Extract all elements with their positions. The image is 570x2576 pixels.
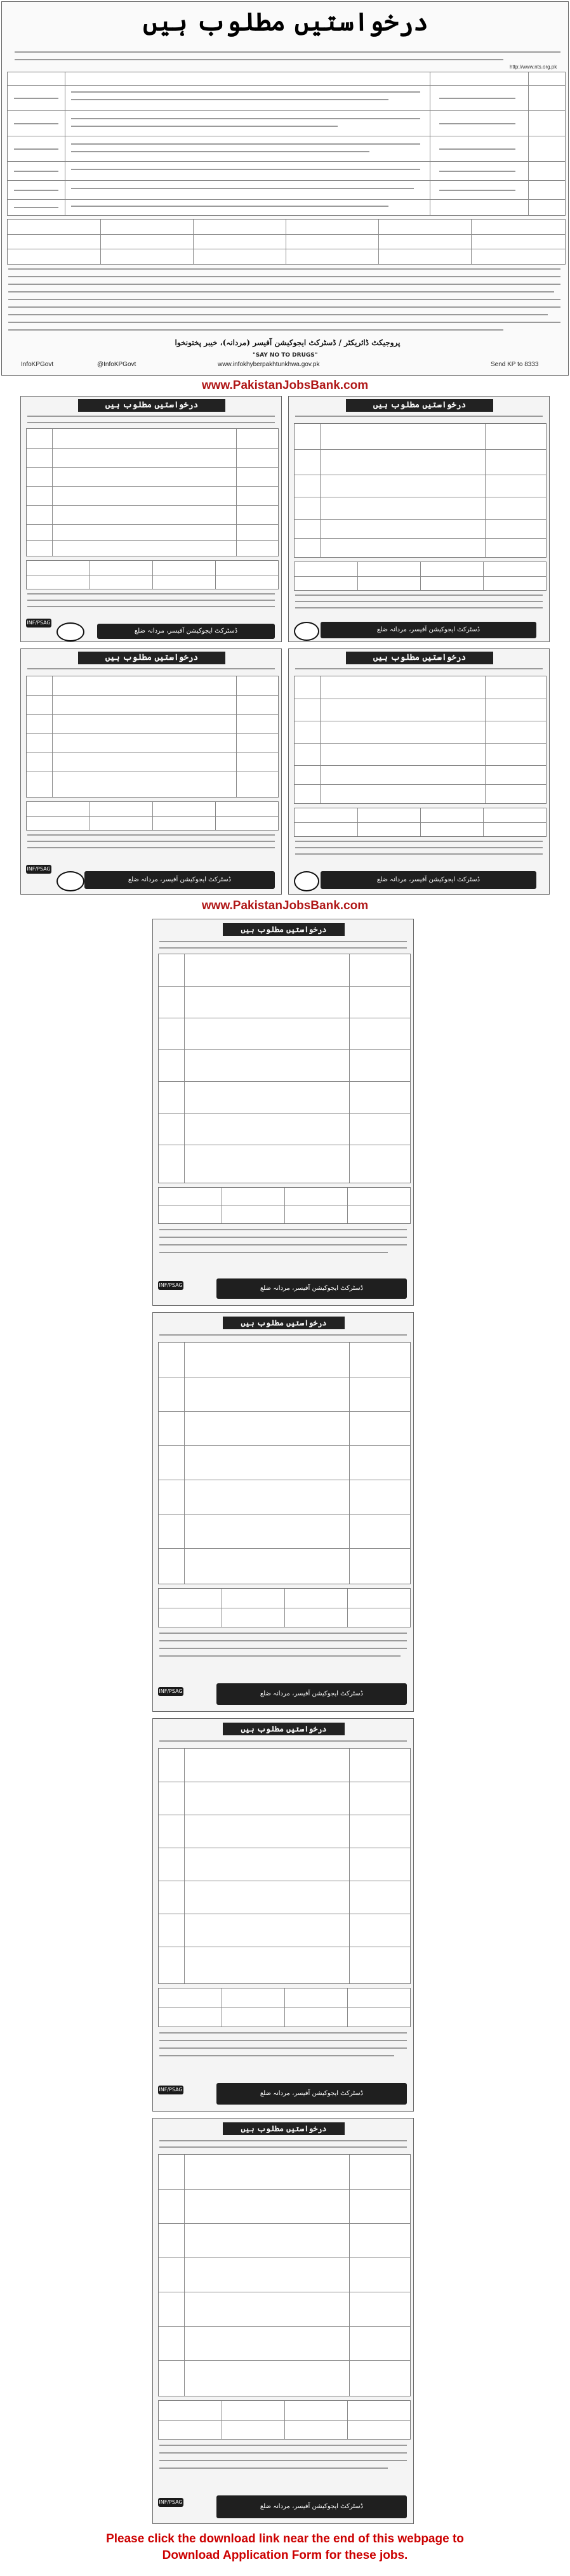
ad-tile-8-logo: INF/PSAG [158, 2498, 183, 2507]
ad-tile-8-title: درخواستیں مطلوب ہیں [223, 2122, 345, 2135]
main-ad-title: درخواستیں مطلوب ہیں [143, 7, 428, 37]
ad-tile-1-title: درخواستیں مطلوب ہیں [78, 399, 225, 412]
ad-tile-2-title: درخواستیں مطلوب ہیں [346, 399, 493, 412]
download-note-line-1: Please click the download link near the end of this webpage to [106, 2532, 464, 2546]
ad-tile-5-title: درخواستیں مطلوب ہیں [223, 923, 345, 936]
ad-tile-6-office: ڈسٹرکٹ ایجوکیشن آفیسر، مردانہ ضلع [216, 1683, 407, 1705]
ad-tile-7-logo: INF/PSAG [158, 2086, 183, 2094]
ad-tile-3-logo: INF/PSAG [26, 865, 51, 874]
ad-tile-7 [152, 1718, 414, 2112]
ad-tile-4-title: درخواستیں مطلوب ہیں [346, 652, 493, 664]
ad-tile-1-emblem [56, 622, 84, 641]
ad-tile-4-emblem [294, 871, 319, 891]
watermark-top: www.PakistanJobsBank.com [201, 379, 369, 392]
ad-tile-4 [288, 648, 550, 895]
ad-tile-1-logo: INF/PSAG [26, 619, 51, 628]
ad-tile-5 [152, 919, 414, 1306]
ad-tile-3-office: ڈسٹرکٹ ایجوکیشن آفیسر، مردانہ ضلع [84, 871, 275, 889]
download-note-line-2: Download Application Form for these jobs. [162, 2549, 408, 2562]
vacancy-table [7, 72, 566, 216]
ad-tile-7-office: ڈسٹرکٹ ایجوکیشن آفیسر، مردانہ ضلع [216, 2083, 407, 2105]
ad-tile-7-title: درخواستیں مطلوب ہیں [223, 1723, 345, 1735]
main-ad-signature: پروجیکٹ ڈائریکٹر / ڈسٹرکٹ ایجوکیشن آفیسر (مردانہ)، خیبر پختونخوا [175, 338, 401, 347]
ad-tile-2 [288, 396, 550, 642]
ad-tile-2-office: ڈسٹرکٹ ایجوکیشن آفیسر، مردانہ ضلع [321, 622, 536, 638]
ad-tile-1-office: ڈسٹرکٹ ایجوکیشن آفیسر، مردانہ ضلع [97, 624, 275, 639]
ad-tile-6-title: درخواستیں مطلوب ہیں [223, 1317, 345, 1329]
nts-url[interactable]: http://www.nts.org.pk [510, 64, 557, 70]
social-facebook[interactable]: InfoKPGovt [21, 361, 54, 368]
main-ad-website[interactable]: www.infokhyberpakhtunkhwa.gov.pk [218, 361, 320, 368]
ad-tile-5-logo: INF/PSAG [158, 1281, 183, 1290]
ad-tile-1 [20, 396, 282, 642]
ad-tile-6 [152, 1312, 414, 1712]
ad-tile-2-emblem [294, 622, 319, 641]
ad-tile-3-emblem [56, 871, 84, 891]
ad-tile-6-logo: INF/PSAG [158, 1687, 183, 1696]
district-table [7, 219, 566, 265]
main-ad-tagline: "SAY NO TO DRUGS" [253, 352, 318, 358]
watermark-bottom: www.PakistanJobsBank.com [201, 899, 369, 912]
ad-tile-3-title: درخواستیں مطلوب ہیں [78, 652, 225, 664]
ad-tile-8 [152, 2118, 414, 2524]
social-sms[interactable]: Send KP to 8333 [491, 361, 539, 368]
social-twitter[interactable]: @InfoKPGovt [97, 361, 136, 368]
ad-tile-8-office: ڈسٹرکٹ ایجوکیشن آفیسر، مردانہ ضلع [216, 2495, 407, 2518]
ad-tile-4-office: ڈسٹرکٹ ایجوکیشن آفیسر، مردانہ ضلع [321, 871, 536, 889]
main-advertisement [1, 1, 569, 376]
ad-tile-3 [20, 648, 282, 895]
ad-tile-5-office: ڈسٹرکٹ ایجوکیشن آفیسر، مردانہ ضلع [216, 1278, 407, 1299]
